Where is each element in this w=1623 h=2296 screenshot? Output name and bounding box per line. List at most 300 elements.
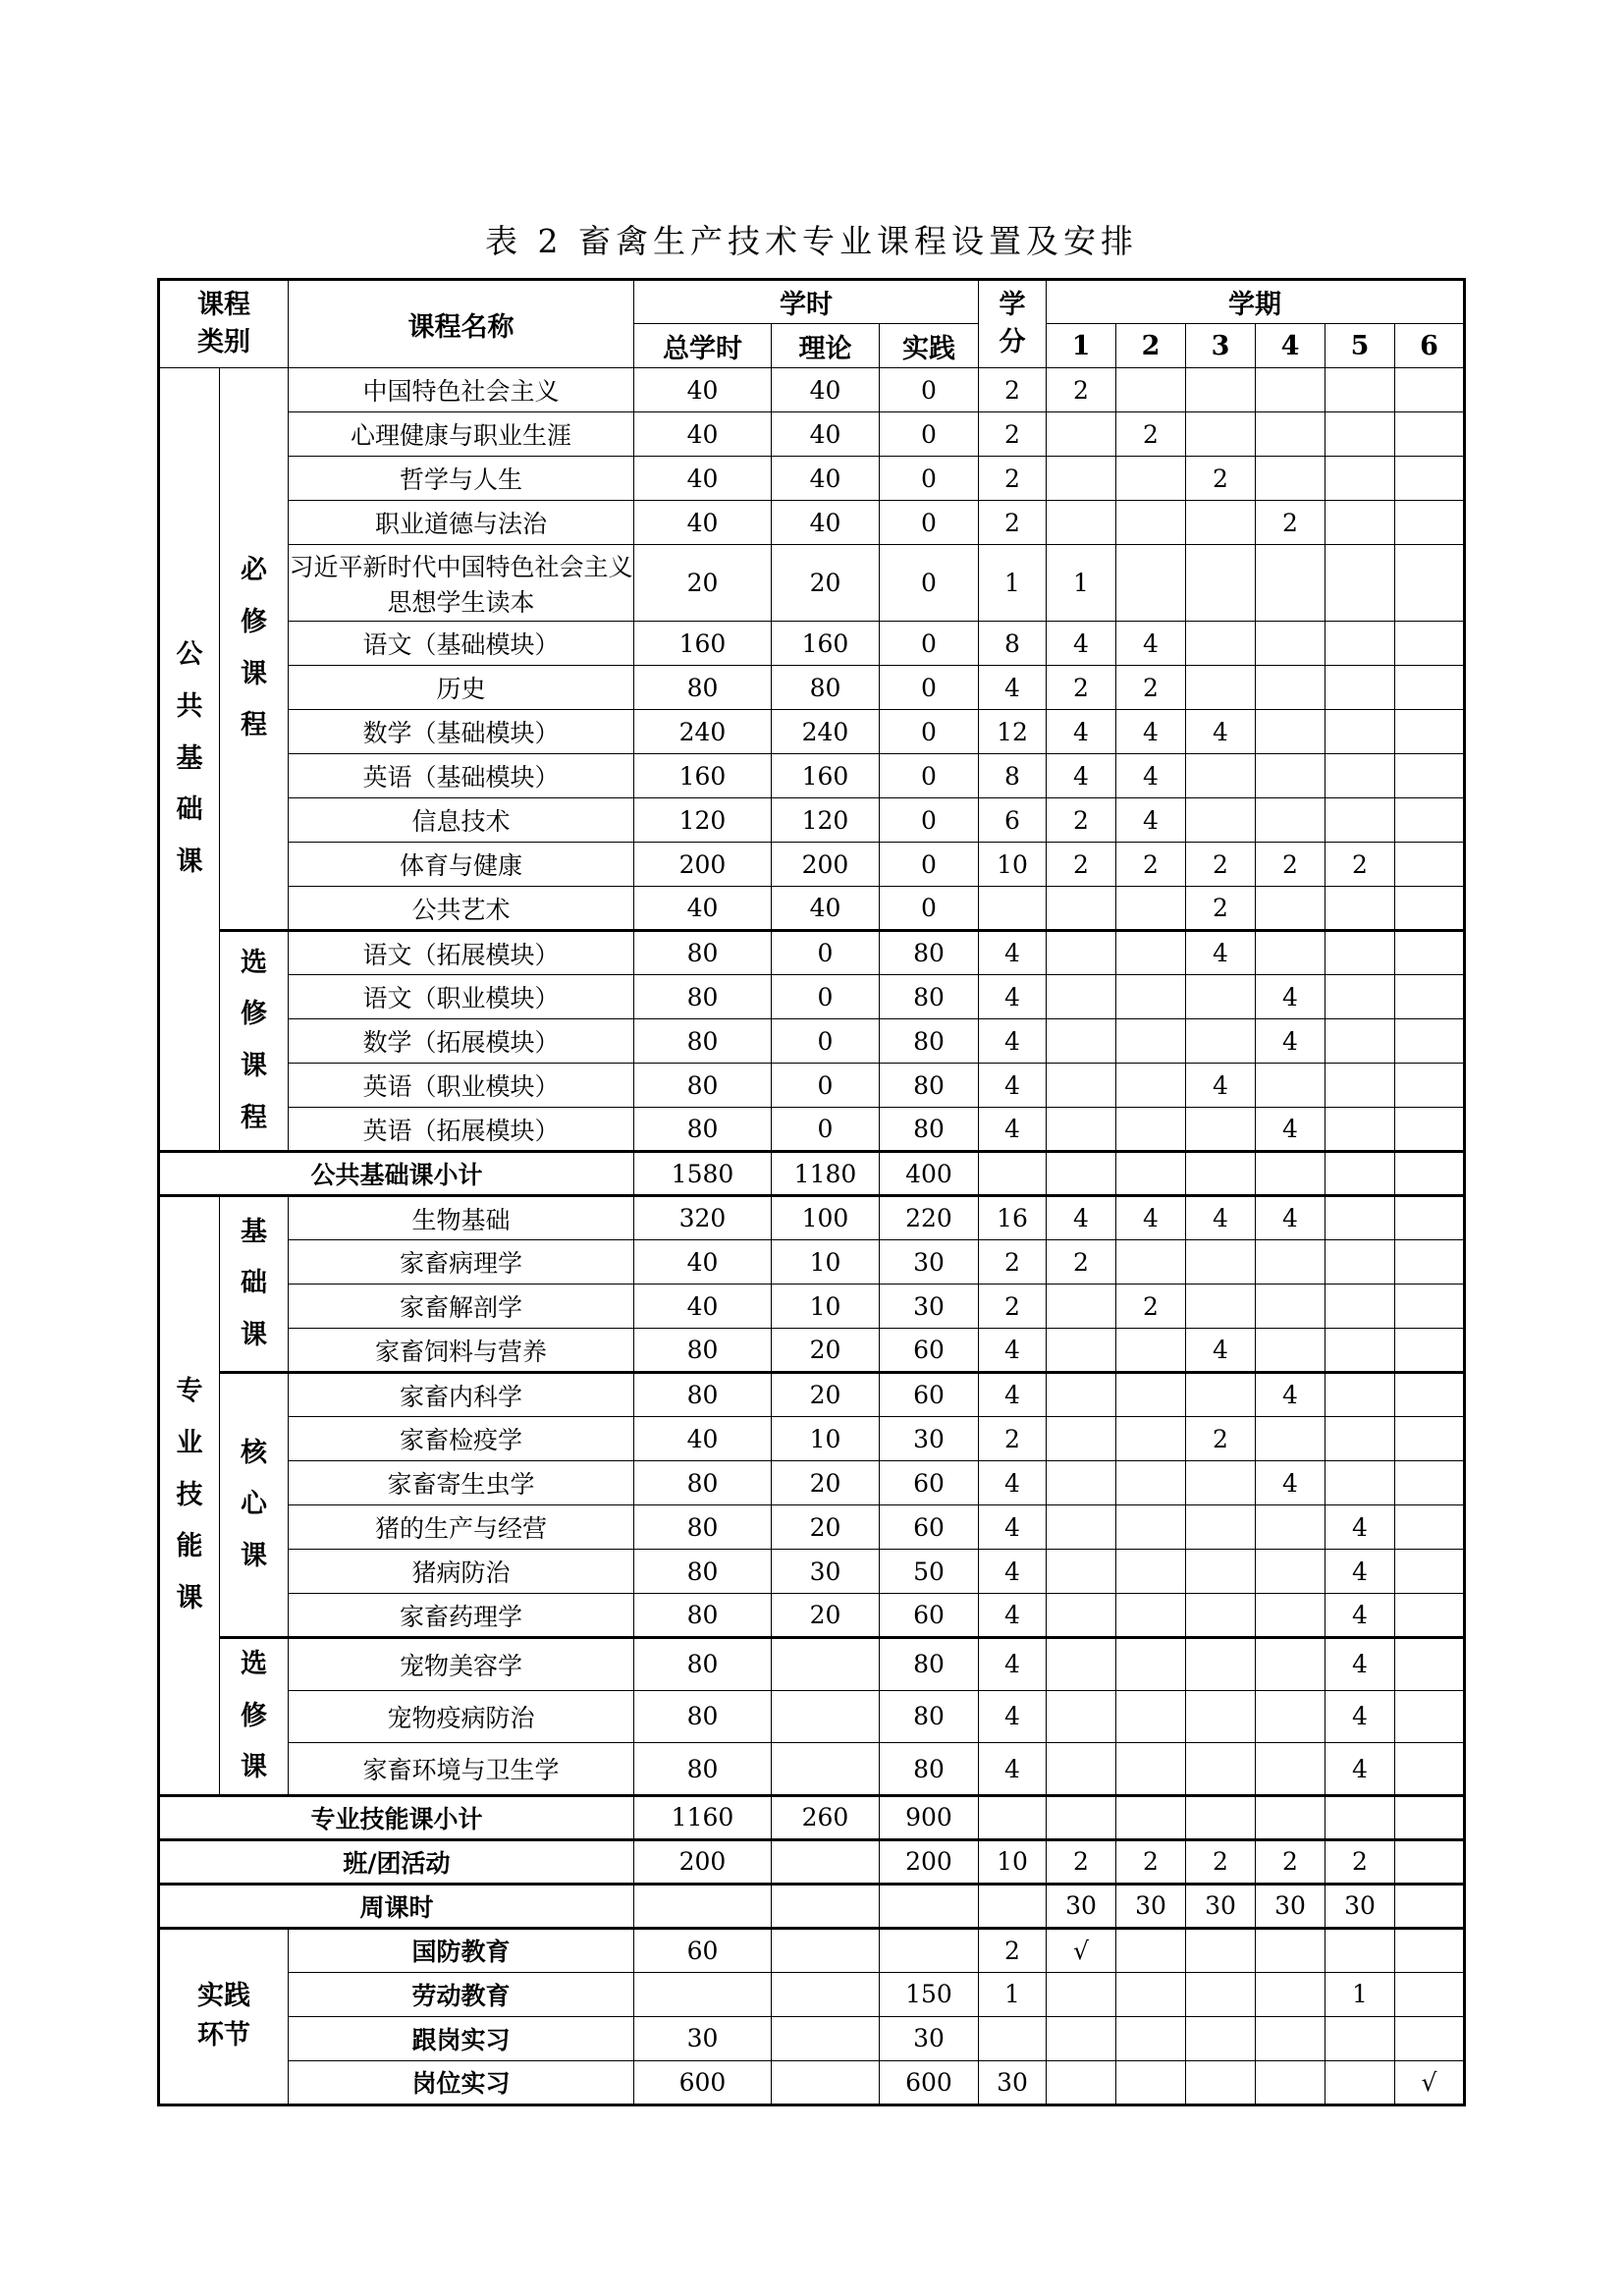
semester-2-cell (1116, 501, 1186, 545)
credits-cell: 1 (979, 545, 1047, 622)
semester-6-cell (1395, 1196, 1465, 1240)
theory-hours-cell: 40 (771, 501, 879, 545)
summary-row (158, 1152, 1464, 1196)
semester-5-cell (1325, 1108, 1395, 1152)
semester-5-cell (1325, 975, 1395, 1019)
course-row (158, 931, 1464, 975)
credits-cell: 6 (979, 798, 1047, 843)
course-name-cell: 语文（基础模块） (288, 622, 633, 666)
course-name-cell: 信息技术 (288, 798, 633, 843)
semester-3-cell: 4 (1186, 1196, 1256, 1240)
category-label: 选修课 (240, 1649, 267, 1783)
category-cell (158, 1196, 219, 1796)
theory-hours-cell: 40 (771, 887, 879, 931)
semester-5-cell (1325, 545, 1395, 622)
semester-6-cell: √ (1395, 2060, 1465, 2105)
course-row (158, 1240, 1464, 1285)
category-cell (158, 1928, 288, 2105)
course-name-cell: 国防教育 (288, 1928, 633, 1972)
semester-6-cell (1395, 2016, 1465, 2060)
theory-hours-cell: 0 (771, 1064, 879, 1108)
course-name-cell: 公共艺术 (288, 887, 633, 931)
semester-1-cell: 2 (1047, 798, 1116, 843)
total-hours-cell: 40 (633, 412, 771, 457)
semester-6-cell (1395, 412, 1465, 457)
total-hours-cell (633, 1884, 771, 1928)
course-row (158, 843, 1464, 887)
semester-2-cell (1116, 1743, 1186, 1796)
practice-hours-cell: 60 (879, 1461, 978, 1505)
credits-cell: 4 (979, 975, 1047, 1019)
credits-cell: 30 (979, 2060, 1047, 2105)
semester-3-cell (1186, 1019, 1256, 1064)
semester-5-cell (1325, 1019, 1395, 1064)
semester-4-cell: 2 (1256, 1839, 1325, 1884)
total-hours-cell: 30 (633, 2016, 771, 2060)
course-name-cell: 宠物疫病防治 (288, 1690, 633, 1743)
semester-3-cell: 4 (1186, 931, 1256, 975)
course-row (158, 754, 1464, 798)
theory-hours-cell: 100 (771, 1196, 879, 1240)
semester-2-cell (1116, 2060, 1186, 2105)
course-row (158, 1928, 1464, 1972)
category-cell (219, 1373, 288, 1638)
theory-hours-cell: 260 (771, 1795, 879, 1839)
credits-cell: 4 (979, 931, 1047, 975)
practice-hours-cell: 50 (879, 1550, 978, 1594)
theory-hours-cell (771, 1743, 879, 1796)
theory-hours-cell: 120 (771, 798, 879, 843)
credits-cell: 4 (979, 666, 1047, 710)
semester-6-cell (1395, 1839, 1465, 1884)
semester-6-cell (1395, 368, 1465, 412)
theory-hours-cell: 160 (771, 622, 879, 666)
semester-4-cell (1256, 1417, 1325, 1461)
theory-hours-cell: 0 (771, 1019, 879, 1064)
semester-6-cell (1395, 1928, 1465, 1972)
practice-hours-cell: 900 (879, 1795, 978, 1839)
credits-cell: 4 (979, 1690, 1047, 1743)
course-row (158, 412, 1464, 457)
semester-6-cell (1395, 457, 1465, 501)
course-name-cell: 中国特色社会主义 (288, 368, 633, 412)
practice-hours-cell (879, 1884, 978, 1928)
semester-5-cell: 4 (1325, 1505, 1395, 1550)
practice-hours-cell: 0 (879, 887, 978, 931)
theory-hours-cell: 30 (771, 1550, 879, 1594)
semester-5-cell (1325, 2016, 1395, 2060)
summary-row (158, 1839, 1464, 1884)
theory-hours-cell: 240 (771, 710, 879, 754)
semester-2-cell (1116, 1690, 1186, 1743)
semester-2-cell: 2 (1116, 1285, 1186, 1329)
semester-6-cell (1395, 1550, 1465, 1594)
practice-hours-cell (879, 1928, 978, 1972)
theory-hours-cell: 200 (771, 843, 879, 887)
semester-4-cell: 4 (1256, 1461, 1325, 1505)
semester-3-cell (1186, 1505, 1256, 1550)
semester-2-cell (1116, 1795, 1186, 1839)
semester-4-cell (1256, 2016, 1325, 2060)
semester-6-cell (1395, 931, 1465, 975)
semester-6-cell (1395, 1373, 1465, 1417)
course-name-cell: 哲学与人生 (288, 457, 633, 501)
practice-hours-cell: 30 (879, 2016, 978, 2060)
semester-2-cell (1116, 1972, 1186, 2016)
semester-2-cell: 4 (1116, 754, 1186, 798)
practice-hours-cell: 0 (879, 754, 978, 798)
course-row (158, 1196, 1464, 1240)
summary-label-cell: 班/团活动 (158, 1839, 633, 1884)
semester-6-cell (1395, 1505, 1465, 1550)
practice-hours-cell: 150 (879, 1972, 978, 2016)
semester-2-cell (1116, 1550, 1186, 1594)
semester-2-cell (1116, 1240, 1186, 1285)
course-row (158, 710, 1464, 754)
total-hours-cell: 80 (633, 1329, 771, 1373)
semester-2-cell (1116, 1329, 1186, 1373)
credits-cell: 4 (979, 1594, 1047, 1638)
semester-1-cell (1047, 1285, 1116, 1329)
course-name-cell: 猪病防治 (288, 1550, 633, 1594)
semester-6-cell (1395, 1743, 1465, 1796)
semester-3-cell (1186, 1972, 1256, 2016)
semester-2-cell: 2 (1116, 412, 1186, 457)
semester-6-cell (1395, 1594, 1465, 1638)
semester-6-cell (1395, 1152, 1465, 1196)
practice-hours-cell: 60 (879, 1329, 978, 1373)
category-label: 选修课程 (240, 947, 267, 1133)
course-row (158, 975, 1464, 1019)
semester-5-cell (1325, 1240, 1395, 1285)
semester-5-cell: 4 (1325, 1743, 1395, 1796)
credits-cell: 2 (979, 1417, 1047, 1461)
course-row (158, 1329, 1464, 1373)
semester-3-cell (1186, 412, 1256, 457)
semester-4-cell (1256, 368, 1325, 412)
semester-6-cell (1395, 754, 1465, 798)
course-row (158, 457, 1464, 501)
semester-4-cell: 30 (1256, 1884, 1325, 1928)
header-course-name: 课程名称 (288, 280, 633, 368)
summary-label-cell: 专业技能课小计 (158, 1795, 633, 1839)
semester-2-cell (1116, 368, 1186, 412)
semester-2-cell (1116, 1505, 1186, 1550)
total-hours-cell: 60 (633, 1928, 771, 1972)
semester-5-cell: 4 (1325, 1690, 1395, 1743)
total-hours-cell: 80 (633, 1594, 771, 1638)
header-theory: 理论 (771, 324, 879, 368)
course-name-cell: 劳动教育 (288, 1972, 633, 2016)
total-hours-cell: 80 (633, 1373, 771, 1417)
semester-4-cell: 4 (1256, 1373, 1325, 1417)
semester-1-cell (1047, 1417, 1116, 1461)
semester-3-cell (1186, 1108, 1256, 1152)
course-name-cell: 跟岗实习 (288, 2016, 633, 2060)
course-name-cell: 家畜解剖学 (288, 1285, 633, 1329)
theory-hours-cell (771, 1638, 879, 1691)
semester-1-cell: 1 (1047, 545, 1116, 622)
semester-2-cell (1116, 1461, 1186, 1505)
category-label: 核心课 (240, 1437, 267, 1571)
credits-cell: 16 (979, 1196, 1047, 1240)
semester-5-cell (1325, 1064, 1395, 1108)
theory-hours-cell (771, 1690, 879, 1743)
semester-6-cell (1395, 1884, 1465, 1928)
header-credits: 学分 (979, 280, 1047, 368)
practice-hours-cell: 0 (879, 545, 978, 622)
semester-4-cell (1256, 1743, 1325, 1796)
practice-hours-cell: 600 (879, 2060, 978, 2105)
semester-3-cell (1186, 798, 1256, 843)
semester-6-cell (1395, 501, 1465, 545)
semester-5-cell (1325, 501, 1395, 545)
category-cell (219, 1196, 288, 1373)
credits-cell: 4 (979, 1638, 1047, 1691)
semester-4-cell: 4 (1256, 1196, 1325, 1240)
semester-4-cell (1256, 545, 1325, 622)
header-semester-5: 5 (1325, 324, 1395, 368)
semester-4-cell (1256, 412, 1325, 457)
semester-3-cell (1186, 754, 1256, 798)
semester-6-cell (1395, 1417, 1465, 1461)
total-hours-cell (633, 1972, 771, 2016)
theory-hours-cell: 20 (771, 545, 879, 622)
semester-6-cell (1395, 843, 1465, 887)
semester-6-cell (1395, 1329, 1465, 1373)
category-cell (219, 1638, 288, 1796)
semester-2-cell (1116, 1638, 1186, 1691)
total-hours-cell: 160 (633, 754, 771, 798)
summary-row (158, 1795, 1464, 1839)
credits-cell: 10 (979, 843, 1047, 887)
semester-6-cell (1395, 1638, 1465, 1691)
practice-hours-cell: 200 (879, 1839, 978, 1884)
semester-2-cell (1116, 1152, 1186, 1196)
semester-2-cell (1116, 1019, 1186, 1064)
course-name-cell: 岗位实习 (288, 2060, 633, 2105)
credits-cell: 2 (979, 1928, 1047, 1972)
semester-1-cell: 2 (1047, 1240, 1116, 1285)
semester-1-cell (1047, 2060, 1116, 2105)
semester-2-cell (1116, 887, 1186, 931)
course-name-cell: 语文（拓展模块） (288, 931, 633, 975)
practice-hours-cell: 30 (879, 1240, 978, 1285)
practice-hours-cell: 80 (879, 931, 978, 975)
semester-5-cell (1325, 1196, 1395, 1240)
course-name-cell: 家畜寄生虫学 (288, 1461, 633, 1505)
semester-3-cell (1186, 1690, 1256, 1743)
course-name-cell: 家畜内科学 (288, 1373, 633, 1417)
semester-1-cell (1047, 931, 1116, 975)
semester-4-cell: 4 (1256, 1108, 1325, 1152)
semester-2-cell (1116, 545, 1186, 622)
semester-4-cell (1256, 1240, 1325, 1285)
category-label: 专业技能课 (176, 1376, 203, 1613)
table-body (158, 368, 1464, 2105)
course-row (158, 1064, 1464, 1108)
theory-hours-cell (771, 1972, 879, 2016)
theory-hours-cell (771, 1839, 879, 1884)
header-semester: 学期 (1047, 280, 1465, 324)
course-name-cell: 英语（拓展模块） (288, 1108, 633, 1152)
semester-5-cell (1325, 1795, 1395, 1839)
total-hours-cell: 80 (633, 666, 771, 710)
semester-1-cell (1047, 1594, 1116, 1638)
practice-hours-cell: 0 (879, 710, 978, 754)
semester-3-cell (1186, 1638, 1256, 1691)
course-name-cell: 心理健康与职业生涯 (288, 412, 633, 457)
course-name-cell: 猪的生产与经营 (288, 1505, 633, 1550)
course-name-cell: 家畜环境与卫生学 (288, 1743, 633, 1796)
semester-1-cell: 4 (1047, 710, 1116, 754)
practice-hours-cell: 60 (879, 1373, 978, 1417)
semester-3-cell (1186, 1240, 1256, 1285)
semester-6-cell (1395, 1285, 1465, 1329)
semester-5-cell: 2 (1325, 1839, 1395, 1884)
course-row (158, 622, 1464, 666)
total-hours-cell: 40 (633, 887, 771, 931)
semester-1-cell: 4 (1047, 754, 1116, 798)
course-row (158, 368, 1464, 412)
total-hours-cell: 40 (633, 501, 771, 545)
course-row (158, 1108, 1464, 1152)
total-hours-cell: 80 (633, 1638, 771, 1691)
semester-3-cell: 2 (1186, 843, 1256, 887)
semester-5-cell (1325, 931, 1395, 975)
theory-hours-cell: 20 (771, 1505, 879, 1550)
semester-1-cell (1047, 1505, 1116, 1550)
course-name-cell: 生物基础 (288, 1196, 633, 1240)
credits-cell: 4 (979, 1329, 1047, 1373)
practice-hours-cell: 80 (879, 1743, 978, 1796)
course-row (158, 798, 1464, 843)
semester-5-cell (1325, 1928, 1395, 1972)
semester-6-cell (1395, 666, 1465, 710)
semester-4-cell (1256, 931, 1325, 975)
course-name-cell: 家畜药理学 (288, 1594, 633, 1638)
credits-cell: 4 (979, 1019, 1047, 1064)
semester-3-cell: 4 (1186, 710, 1256, 754)
theory-hours-cell: 0 (771, 931, 879, 975)
semester-1-cell: 2 (1047, 368, 1116, 412)
theory-hours-cell: 40 (771, 412, 879, 457)
header-row-1 (158, 280, 1464, 324)
theory-hours-cell: 0 (771, 1108, 879, 1152)
total-hours-cell: 80 (633, 1461, 771, 1505)
practice-hours-cell: 80 (879, 1019, 978, 1064)
semester-1-cell (1047, 457, 1116, 501)
total-hours-cell: 80 (633, 1019, 771, 1064)
semester-6-cell (1395, 887, 1465, 931)
semester-2-cell: 30 (1116, 1884, 1186, 1928)
course-name-cell: 家畜饲料与营养 (288, 1329, 633, 1373)
semester-1-cell (1047, 1743, 1116, 1796)
summary-row (158, 1884, 1464, 1928)
course-row (158, 545, 1464, 622)
theory-hours-cell: 1180 (771, 1152, 879, 1196)
semester-3-cell (1186, 368, 1256, 412)
category-label: 基础课 (240, 1216, 267, 1350)
practice-hours-cell: 30 (879, 1285, 978, 1329)
total-hours-cell: 20 (633, 545, 771, 622)
semester-4-cell (1256, 2060, 1325, 2105)
semester-1-cell (1047, 412, 1116, 457)
semester-6-cell (1395, 545, 1465, 622)
semester-1-cell (1047, 1373, 1116, 1417)
practice-hours-cell: 80 (879, 1108, 978, 1152)
semester-4-cell (1256, 1152, 1325, 1196)
semester-1-cell (1047, 1108, 1116, 1152)
header-semester-1: 1 (1047, 324, 1116, 368)
semester-1-cell: 2 (1047, 1839, 1116, 1884)
theory-hours-cell (771, 2016, 879, 2060)
course-name-cell: 家畜病理学 (288, 1240, 633, 1285)
semester-2-cell: 4 (1116, 798, 1186, 843)
semester-6-cell (1395, 1240, 1465, 1285)
semester-3-cell (1186, 2060, 1256, 2105)
semester-3-cell: 2 (1186, 1839, 1256, 1884)
course-row (158, 1019, 1464, 1064)
theory-hours-cell (771, 1884, 879, 1928)
course-row (158, 1972, 1464, 2016)
semester-1-cell: 30 (1047, 1884, 1116, 1928)
theory-hours-cell: 10 (771, 1285, 879, 1329)
credits-cell: 12 (979, 710, 1047, 754)
semester-2-cell (1116, 931, 1186, 975)
credits-cell: 4 (979, 1550, 1047, 1594)
credits-cell: 10 (979, 1839, 1047, 1884)
semester-6-cell (1395, 1064, 1465, 1108)
semester-6-cell (1395, 1108, 1465, 1152)
semester-3-cell (1186, 1928, 1256, 1972)
semester-3-cell (1186, 1461, 1256, 1505)
theory-hours-cell: 0 (771, 975, 879, 1019)
course-row (158, 1743, 1464, 1796)
semester-5-cell (1325, 798, 1395, 843)
total-hours-cell: 80 (633, 1550, 771, 1594)
total-hours-cell: 200 (633, 1839, 771, 1884)
course-name-cell: 语文（职业模块） (288, 975, 633, 1019)
total-hours-cell: 40 (633, 368, 771, 412)
semester-4-cell (1256, 1928, 1325, 1972)
practice-hours-cell: 80 (879, 1690, 978, 1743)
credits-cell (979, 1152, 1047, 1196)
semester-2-cell: 4 (1116, 710, 1186, 754)
semester-4-cell (1256, 1550, 1325, 1594)
semester-5-cell (1325, 1152, 1395, 1196)
course-row (158, 887, 1464, 931)
total-hours-cell: 80 (633, 1108, 771, 1152)
total-hours-cell: 80 (633, 1505, 771, 1550)
semester-2-cell (1116, 1594, 1186, 1638)
practice-hours-cell: 60 (879, 1594, 978, 1638)
semester-5-cell (1325, 1417, 1395, 1461)
practice-hours-cell: 0 (879, 666, 978, 710)
semester-4-cell (1256, 457, 1325, 501)
credits-cell: 4 (979, 1064, 1047, 1108)
semester-4-cell: 4 (1256, 975, 1325, 1019)
total-hours-cell: 320 (633, 1196, 771, 1240)
header-semester-4: 4 (1256, 324, 1325, 368)
theory-hours-cell (771, 2060, 879, 2105)
course-name-cell: 习近平新时代中国特色社会主义思想学生读本 (288, 545, 633, 622)
semester-1-cell (1047, 1690, 1116, 1743)
semester-1-cell (1047, 1152, 1116, 1196)
semester-4-cell (1256, 622, 1325, 666)
category-cell (219, 368, 288, 931)
theory-hours-cell: 40 (771, 457, 879, 501)
